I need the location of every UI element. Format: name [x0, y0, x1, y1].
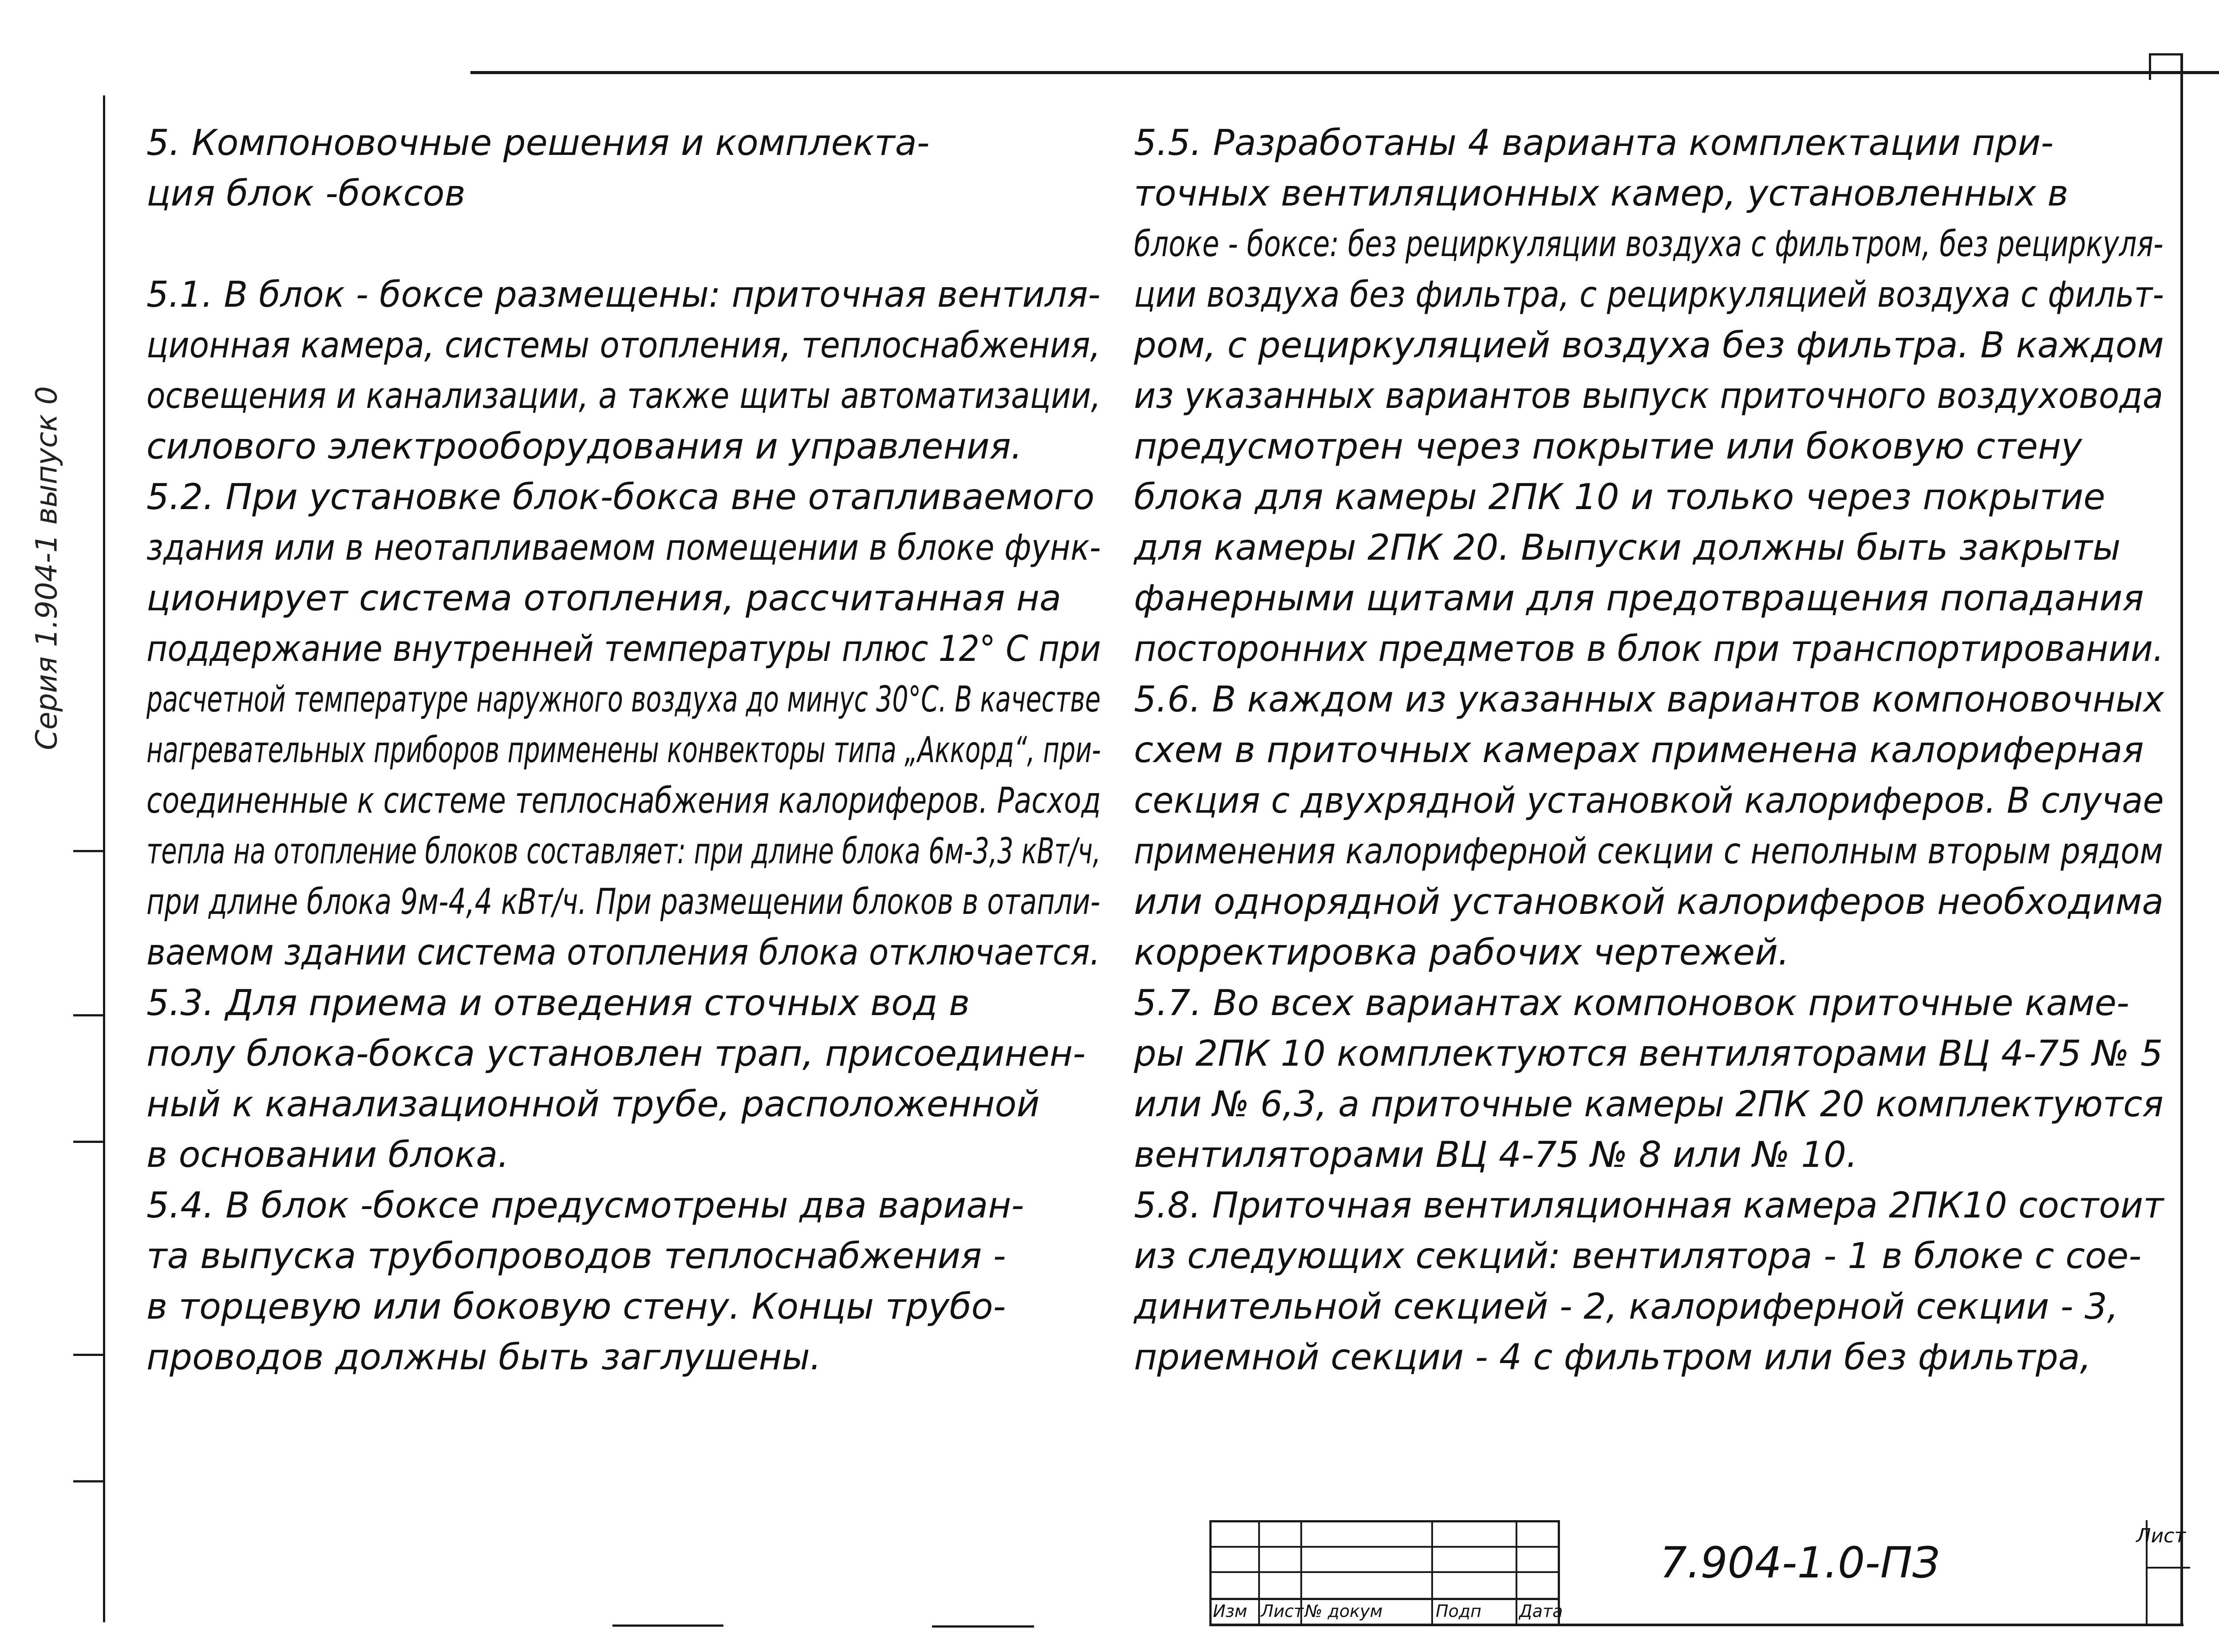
- text-line: точных вентиляционных камер, установленных в: [1134, 173, 2069, 214]
- text-line: ция блок -боксов: [146, 173, 466, 214]
- text-line: тепла на отопление блоков составляет: при длине блока 6м-3,3 кВт/ч,: [146, 830, 1101, 872]
- text-line: нагревательных приборов применены конвекторы типа „Аккорд“, при-: [146, 729, 1101, 771]
- text-line: 5. Компоновочные решения и комплекта-: [146, 122, 930, 163]
- frame-top-line: [470, 71, 2219, 74]
- text-line: для камеры 2ПК 20. Выпуски должны быть закрыты: [1134, 527, 2121, 568]
- bottom-mark-2: [932, 1625, 1034, 1628]
- text-line: силового электрооборудования и управления.: [146, 426, 1023, 467]
- text-line: ваемом здании система отопления блока отключается.: [146, 932, 1100, 973]
- text-line: 5.8. Приточная вентиляционная камера 2ПК10 состоит: [1134, 1185, 2164, 1226]
- margin-tick: [73, 1141, 104, 1143]
- text-line: из следующих секций: вентилятора - 1 в блоке с сое-: [1134, 1235, 2142, 1277]
- text-line: из указанных вариантов выпуск приточного воздуховода: [1134, 375, 2164, 416]
- text-line: применения калориферной секции с неполным вторым рядом: [1134, 830, 2163, 872]
- text-line: схем в приточных камерах применена калориферная: [1134, 729, 2144, 771]
- text-line: ром, с рециркуляцией воздуха без фильтра. В каждом: [1134, 324, 2164, 366]
- text-line: или № 6,3, а приточные камеры 2ПК 20 комплектуются: [1134, 1083, 2164, 1125]
- text-line: ционирует система отопления, рассчитанная на: [146, 577, 1062, 619]
- sheet-box-top: [2149, 53, 2183, 55]
- text-line: в основании блока.: [146, 1134, 509, 1175]
- text-line: здания или в неотапливаемом помещении в блоке функ-: [146, 527, 1101, 568]
- stamp-cell-list: Лист: [1261, 1601, 1304, 1621]
- text-line: ции воздуха без фильтра, с рециркуляцией воздуха с фильт-: [1134, 274, 2164, 315]
- margin-tick: [73, 850, 104, 852]
- text-line: блока для камеры 2ПК 10 и только через покрытие: [1134, 476, 2105, 518]
- text-line: расчетной температуре наружного воздуха до минус 30°С. В качестве: [146, 679, 1101, 720]
- document-code: 7.904-1.0-ПЗ: [1660, 1538, 1940, 1588]
- text-line: 5.7. Во всех вариантах компоновок приточные каме-: [1134, 982, 2129, 1024]
- text-line: секция с двухрядной установкой калориферов. В случае: [1134, 780, 2164, 821]
- text-line: ры 2ПК 10 комплектуются вентиляторами ВЦ 4-75 № 5: [1134, 1033, 2163, 1074]
- sheet-label: Лист: [2136, 1525, 2186, 1547]
- text-line: в торцевую или боковую стену. Концы трубо-: [146, 1286, 1006, 1327]
- text-line: динительной секцией - 2, калориферной секции - 3,: [1134, 1286, 2119, 1327]
- text-line: та выпуска трубопроводов теплоснабжения -: [146, 1235, 1006, 1277]
- text-line: приемной секции - 4 с фильтром или без фильтра,: [1134, 1336, 2092, 1378]
- right-text-column: [1134, 118, 2219, 1383]
- text-line: 5.4. В блок -боксе предусмотрены два вариан-: [146, 1185, 1024, 1226]
- text-line: ционная камера, системы отопления, теплоснабжения,: [146, 324, 1101, 366]
- stamp-cell-izm: Изм: [1213, 1601, 1248, 1621]
- stamp-cell-data: Дата: [1519, 1601, 1563, 1621]
- text-line: блоке - боксе: без рециркуляции воздуха с фильтром, без рециркуля-: [1134, 223, 2164, 265]
- text-line: 5.5. Разработаны 4 варианта комплектации при-: [1134, 122, 2054, 163]
- stamp-cell-podp: Подп: [1436, 1601, 1481, 1621]
- bottom-mark-1: [612, 1624, 723, 1627]
- margin-tick: [73, 1480, 104, 1482]
- sheet-box-left: [2149, 53, 2151, 80]
- text-line: ный к канализационной трубе, расположенной: [146, 1083, 1040, 1125]
- text-line: вентиляторами ВЦ 4-75 № 8 или № 10.: [1134, 1134, 1858, 1175]
- text-line: поддержание внутренней температуры плюс 12° С при: [146, 628, 1101, 669]
- text-line: фанерными щитами для предотвращения попадания: [1134, 577, 2144, 619]
- text-line: полу блока-бокса установлен трап, присоединен-: [146, 1033, 1086, 1074]
- text-line: 5.2. При установке блок-бокса вне отапливаемого: [146, 476, 1095, 518]
- text-line: посторонних предметов в блок при транспортировании.: [1134, 628, 2164, 669]
- text-line: 5.6. В каждом из указанных вариантов компоновочных: [1134, 679, 2164, 720]
- text-line: 5.1. В блок - боксе размещены: приточная вентиля-: [146, 274, 1101, 315]
- margin-tick: [73, 1354, 104, 1356]
- text-line: корректировка рабочих чертежей.: [1134, 932, 1789, 973]
- text-line: 5.3. Для приема и отведения сточных вод в: [146, 982, 970, 1024]
- text-line: соединенные к системе теплоснабжения калориферов. Расход: [146, 780, 1101, 821]
- frame-left-line: [103, 95, 105, 1622]
- text-line: проводов должны быть заглушены.: [146, 1336, 821, 1378]
- margin-tick: [73, 1014, 104, 1016]
- text-line: предусмотрен через покрытие или боковую стену: [1134, 426, 2082, 467]
- text-line: освещения и канализации, а также щиты автоматизации,: [146, 375, 1101, 416]
- title-block-stamp: [1209, 1520, 2190, 1624]
- text-line: при длине блока 9м-4,4 кВт/ч. При размещении блоков в отапли-: [146, 881, 1101, 922]
- text-line: или однорядной установкой калориферов необходима: [1134, 881, 2164, 922]
- stamp-cell-docnum: № докум: [1305, 1601, 1383, 1621]
- series-side-label: Серия 1.904-1 выпуск 0: [29, 386, 64, 751]
